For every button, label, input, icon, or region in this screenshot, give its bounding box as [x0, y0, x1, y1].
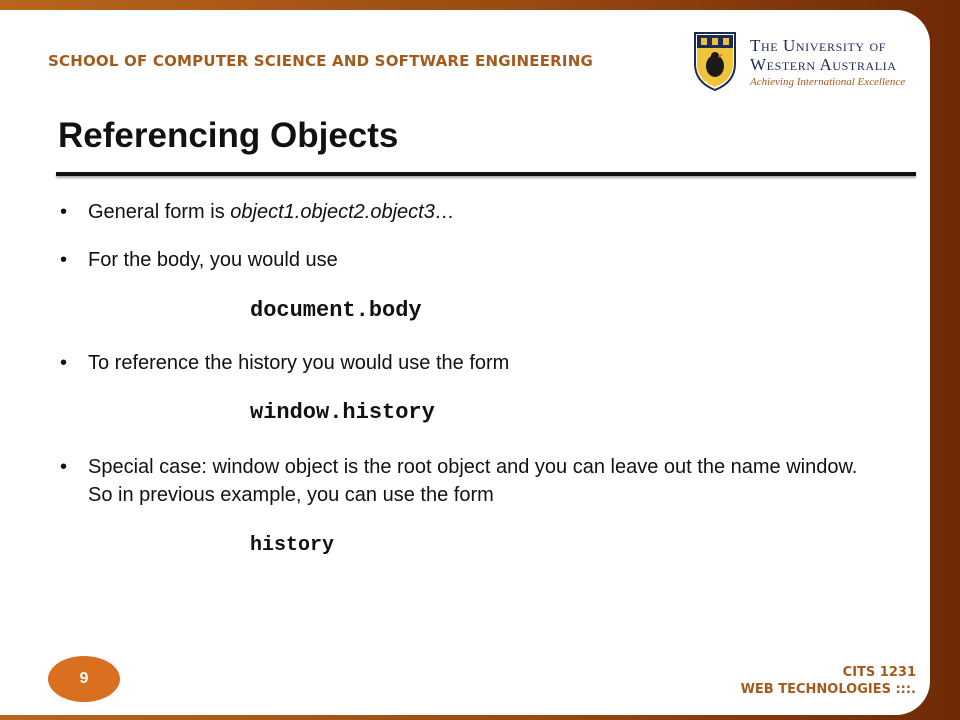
university-logo [692, 30, 922, 94]
page-number: 9 [79, 670, 89, 687]
course-label [741, 664, 916, 698]
bullet-general-form [60, 198, 880, 226]
page-number-badge [48, 656, 120, 702]
code-history: history [250, 534, 335, 557]
bullet-special-case [60, 453, 880, 509]
bullet-text-italic: object1.object2.object3… [230, 201, 455, 223]
bullet-body-usage [60, 246, 880, 274]
bullet-text-prefix: General form is [88, 201, 231, 223]
bullet-history-reference [60, 349, 880, 377]
bullet-marker: • [60, 456, 68, 478]
bullet-marker: • [60, 352, 68, 374]
code-window-history: window.history [250, 400, 435, 425]
bullet-text: Special case: window object is the root object and you can leave out the name window. So in previous example, you can use the form [88, 456, 858, 506]
bullet-text: For the body, you would use [88, 249, 338, 271]
bullet-marker: • [60, 201, 68, 223]
school-header: SCHOOL OF COMPUTER SCIENCE AND SOFTWARE ENGINEERING [48, 52, 593, 70]
course-name: WEB TECHNOLOGIES :::. [740, 682, 916, 697]
university-crest-icon [692, 30, 738, 92]
code-document-body: document.body [250, 298, 422, 323]
university-motto: Achieving International Excellence [750, 76, 906, 88]
bullet-marker: • [60, 249, 68, 271]
title-divider [56, 172, 916, 176]
bullet-text: To reference the history you would use the form [88, 352, 510, 374]
university-name-line2: Western Australia [750, 55, 897, 74]
bullet-text [60, 198, 880, 226]
course-code: CITS 1231 [842, 665, 916, 680]
university-name-line1: The University of [750, 36, 887, 55]
slide-title: Referencing Objects [58, 116, 399, 155]
university-name [750, 36, 897, 74]
